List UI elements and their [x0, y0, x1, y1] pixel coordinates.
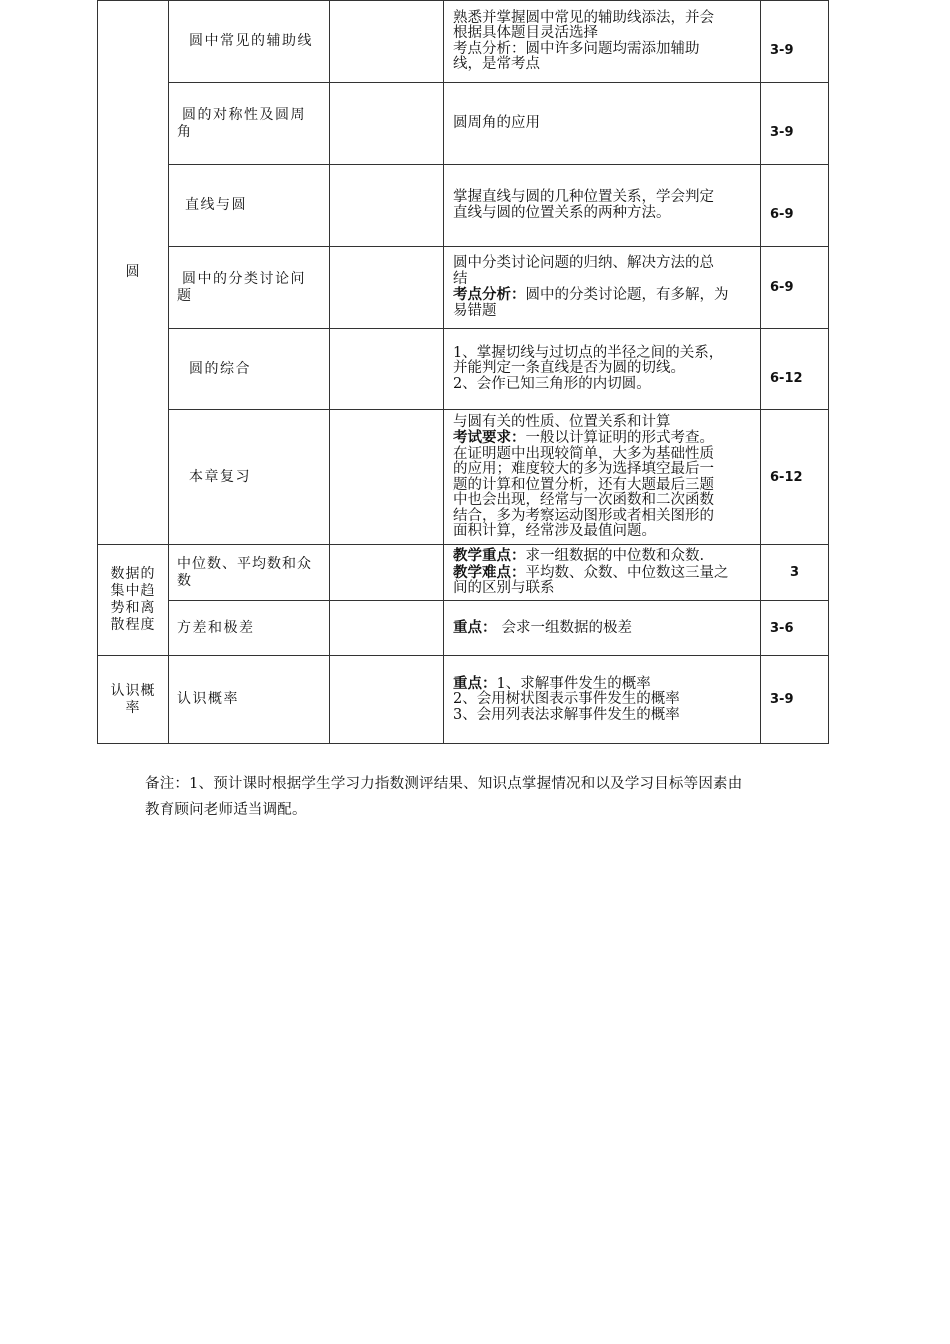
topic-label: 圆中常见的辅助线 [189, 33, 313, 49]
description-line: 1、掌握切线与过切点的半径之间的关系， [453, 344, 724, 361]
table-row [98, 1, 829, 83]
description-text: 会求一组数据的极差 [501, 619, 632, 636]
hours-value: 3-9 [770, 43, 794, 58]
chapter-label: 数据的 [110, 566, 156, 582]
description-line: 的应用；难度较大的多为选择填空最后一 [453, 461, 714, 477]
description-line: 与圆有关的性质、位置关系和计算 [453, 413, 671, 430]
description-line: 熟悉并掌握圆中常见的辅助线添法，并会 [453, 9, 714, 26]
description-text: 一般以计算证明的形式考查。 [525, 430, 714, 446]
table-row [98, 83, 829, 165]
description-line: 掌握直线与圆的几种位置关系，学会判定 [453, 189, 714, 205]
footnote [145, 771, 825, 823]
topic-cell [169, 165, 330, 247]
chapter-label: 散程度 [110, 617, 156, 633]
topic-cell [169, 601, 330, 656]
description-line [453, 620, 752, 637]
chapter-label: 认识概 [110, 682, 156, 699]
chapter-cell-statistics [98, 545, 169, 656]
description-text: 平均数、众数、中位数这三量之 [525, 564, 729, 581]
footnote-line: 教育顾问老师适当调配。 [145, 802, 307, 818]
description-line: 结 [453, 270, 468, 287]
hours-cell [761, 165, 829, 247]
topic-cell [169, 410, 330, 545]
description-cell [444, 410, 761, 545]
blank-cell [330, 410, 444, 545]
description-line: 圆中分类讨论问题的归纳、解决方法的总 [453, 255, 714, 271]
description-line: 结合，多为考察运动图形或者相关图形的 [453, 507, 714, 524]
hours-value: 6-9 [770, 207, 794, 222]
blank-cell [330, 1, 444, 83]
topic-label: 数 [177, 572, 192, 589]
topic-label: 题 [177, 287, 193, 304]
description-line: 在证明题中出现较简单，大多为基础性质 [453, 445, 714, 462]
description-line: 圆周角的应用 [453, 114, 540, 131]
description-cell [444, 83, 761, 165]
topic-label: 认识概率 [177, 691, 239, 707]
description-line [453, 565, 752, 582]
hours-cell [761, 1, 829, 83]
chapter-cell-probability [98, 656, 169, 744]
description-line: 2、会作已知三角形的内切圆。 [453, 375, 651, 392]
chapter-label: 圆 [125, 264, 141, 280]
hours-cell [761, 83, 829, 165]
table-row [98, 247, 829, 329]
description-line: 线，是常考点 [453, 56, 540, 72]
description-line: 间的区别与联系 [453, 580, 555, 597]
topic-label: 圆的综合 [189, 360, 251, 377]
topic-label: 直线与圆 [185, 197, 247, 213]
hours-cell [761, 601, 829, 656]
bold-label: 考点分析： [453, 286, 526, 303]
hours-cell [761, 545, 829, 601]
chapter-label: 势和离 [110, 600, 156, 616]
topic-cell [169, 83, 330, 165]
hours-cell [761, 247, 829, 329]
bold-label: 教学重点： [453, 547, 526, 565]
description-cell [444, 656, 761, 744]
bold-label: 重点： [453, 674, 497, 692]
description-line: 2、会用树状图表示事件发生的概率 [453, 691, 680, 708]
hours-value: 6-12 [770, 469, 803, 485]
course-plan-table [97, 0, 829, 744]
description-text: 圆中的分类讨论题，有多解，为 [525, 287, 729, 303]
topic-label: 角 [177, 123, 193, 140]
hours-value: 3 [789, 565, 800, 580]
bold-label: 考试要求： [453, 429, 526, 446]
description-line: 直线与圆的位置关系的两种方法。 [453, 204, 671, 221]
description-line [453, 548, 752, 565]
blank-cell [330, 247, 444, 329]
description-line [453, 676, 752, 693]
table-row [98, 601, 829, 656]
blank-cell [330, 329, 444, 410]
topic-label: 圆中的分类讨论问 [182, 270, 306, 287]
hours-cell [761, 329, 829, 410]
description-line [453, 287, 752, 304]
description-cell [444, 1, 761, 83]
description-cell [444, 247, 761, 329]
hours-value: 3-9 [770, 125, 794, 140]
hours-cell [761, 410, 829, 545]
description-text: 1、求解事件发生的概率 [496, 675, 651, 692]
footnote-line: 备注：1、预计课时根据学生学习力指数测评结果、知识点掌握情况和以及学习目标等因素由 [145, 776, 743, 792]
topic-label: 本章复习 [189, 468, 251, 485]
topic-label: 中位数、平均数和众 [177, 555, 312, 572]
description-cell [444, 601, 761, 656]
description-line: 并能判定一条直线是否为圆的切线。 [453, 360, 685, 377]
description-line: 考点分析：圆中许多问题均需添加辅助 [453, 40, 700, 57]
hours-value: 3-6 [770, 620, 794, 636]
description-cell [444, 545, 761, 601]
table-row [98, 656, 829, 744]
table-row [98, 410, 829, 545]
chapter-label: 率 [125, 699, 141, 716]
hours-value: 6-9 [770, 280, 794, 295]
topic-cell [169, 1, 330, 83]
topic-cell [169, 656, 330, 744]
description-line: 3、会用列表法求解事件发生的概率 [453, 706, 680, 723]
hours-cell [761, 656, 829, 744]
description-line: 中也会出现，经常与一次函数和二次函数 [453, 492, 714, 508]
description-cell [444, 329, 761, 410]
topic-cell [169, 329, 330, 410]
description-line: 面积计算，经常涉及最值问题。 [453, 523, 656, 539]
hours-value: 6-12 [770, 370, 803, 386]
topic-label: 方差和极差 [177, 619, 255, 636]
chapter-label: 集中趋 [110, 583, 156, 599]
description-line: 易错题 [453, 302, 497, 319]
bold-label: 教学难点： [453, 563, 526, 581]
topic-cell [169, 545, 330, 601]
description-line: 题的计算和位置分析，还有大题最后三题 [453, 476, 714, 493]
table-row [98, 329, 829, 410]
description-cell [444, 165, 761, 247]
topic-cell [169, 247, 330, 329]
chapter-cell-circle [98, 1, 169, 545]
blank-cell [330, 545, 444, 601]
description-line [453, 430, 752, 447]
bold-label: 重点： [453, 618, 497, 636]
table-row [98, 165, 829, 247]
blank-cell [330, 83, 444, 165]
topic-label: 圆的对称性及圆周 [182, 106, 306, 123]
hours-value: 3-9 [770, 692, 794, 707]
blank-cell [330, 601, 444, 656]
description-line: 根据具体题目灵活选择 [453, 25, 598, 41]
table-row [98, 545, 829, 601]
description-text: 求一组数据的中位数和众数. [525, 548, 705, 565]
blank-cell [330, 165, 444, 247]
blank-cell [330, 656, 444, 744]
